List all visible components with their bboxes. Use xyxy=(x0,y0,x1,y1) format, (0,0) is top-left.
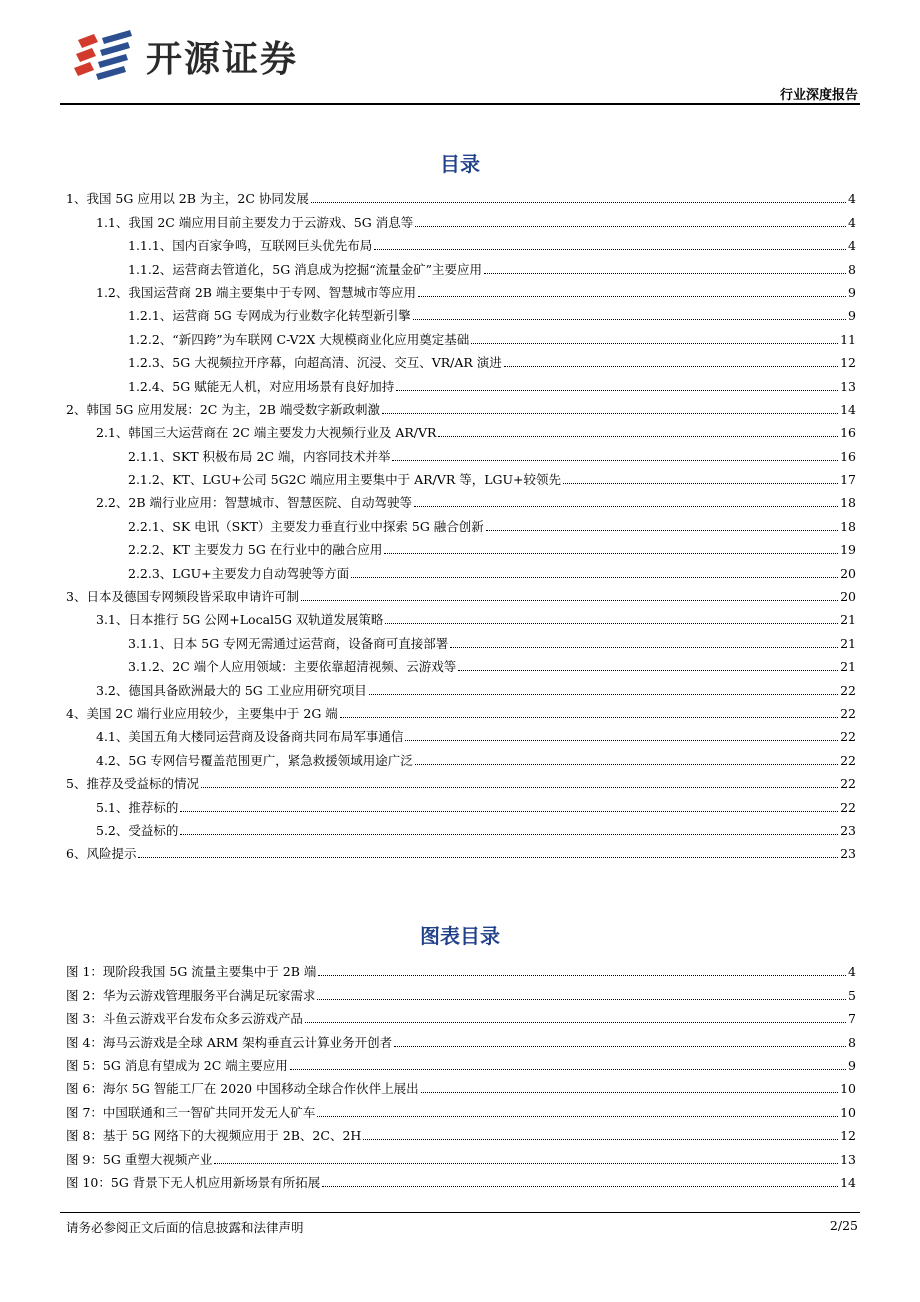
toc-entry-title: 3.2、德国具备欧洲最大的 5G 工业应用研究项目 xyxy=(96,682,367,698)
toc-entry-title: 2.1、韩国三大运营商在 2C 端主要发力大视频行业及 AR/VR xyxy=(96,425,437,441)
dot-leader xyxy=(392,460,838,461)
company-name: 开源证券 xyxy=(146,38,299,80)
toc-entry-title: 5.2、受益标的 xyxy=(96,822,179,838)
figure-entry[interactable] xyxy=(66,979,856,1002)
toc-entry-page: 22 xyxy=(840,682,856,698)
toc-entry-title: 2.2.3、LGU+主要发力自动驾驶等方面 xyxy=(128,565,350,581)
figure-entry[interactable] xyxy=(66,1073,856,1096)
toc-entry-title: 3.1、日本推行 5G 公网+Local5G 双轨道发展策略 xyxy=(96,612,384,628)
dot-leader xyxy=(415,226,846,227)
toc-entry[interactable] xyxy=(66,604,856,627)
toc-entry-page: 22 xyxy=(840,799,856,815)
toc-entry-page: 23 xyxy=(840,846,856,862)
figure-entry-page: 4 xyxy=(848,964,856,980)
toc-entry-page: 4 xyxy=(848,191,856,207)
dot-leader xyxy=(317,999,846,1000)
figure-entry-page: 13 xyxy=(840,1151,856,1167)
toc-entry-title: 2.2、2B 端行业应用：智慧城市、智慧医院、自动驾驶等 xyxy=(96,495,412,511)
figure-entry-title: 图 6：海尔 5G 智能工厂在 2020 中国移动全球合作伙伴上展出 xyxy=(66,1081,419,1097)
toc-entry-title: 4.2、5G 专网信号覆盖范围更广，紧急救援领域用途广泛 xyxy=(96,752,413,768)
dot-leader xyxy=(374,249,846,250)
figure-entry-page: 10 xyxy=(840,1104,856,1120)
toc-entry-page: 22 xyxy=(840,776,856,792)
dot-leader xyxy=(450,647,838,648)
toc-entry-title: 2.1.1、SKT 积极布局 2C 端，内容同技术并举 xyxy=(128,448,391,464)
toc-entry-page: 16 xyxy=(840,448,856,464)
dot-leader xyxy=(384,553,838,554)
toc-entry[interactable] xyxy=(66,464,856,487)
dot-leader xyxy=(351,577,838,578)
toc-entry-page: 22 xyxy=(840,729,856,745)
logo-mark-icon xyxy=(72,30,136,82)
dot-leader xyxy=(486,530,838,531)
toc-entry[interactable] xyxy=(66,744,856,767)
toc-entry-page: 20 xyxy=(840,565,856,581)
dot-leader xyxy=(382,413,838,414)
dot-leader xyxy=(504,366,838,367)
dot-leader xyxy=(458,670,838,671)
dot-leader xyxy=(322,1186,838,1187)
toc-entry-page: 9 xyxy=(848,308,856,324)
toc-entry-page: 21 xyxy=(840,635,856,651)
dot-leader xyxy=(301,600,838,601)
page-number: 2/25 xyxy=(829,1218,858,1233)
toc-entry-title: 3、日本及德国专网频段皆采取申请许可制 xyxy=(66,589,299,605)
toc-entry-page: 16 xyxy=(840,425,856,441)
dot-leader xyxy=(290,1069,846,1070)
toc-entry-title: 3.1.2、2C 端个人应用领域：主要依靠超清视频、云游戏等 xyxy=(128,659,457,675)
toc-entry[interactable] xyxy=(66,698,856,721)
dot-leader xyxy=(201,787,838,788)
dot-leader xyxy=(180,834,838,835)
toc-entry[interactable] xyxy=(66,534,856,557)
figure-entry-page: 7 xyxy=(848,1011,856,1027)
toc-entry-page: 19 xyxy=(840,542,856,558)
dot-leader xyxy=(340,717,838,718)
toc-entry[interactable] xyxy=(66,300,856,323)
toc-entry-page: 13 xyxy=(840,378,856,394)
toc-entry-page: 22 xyxy=(840,752,856,768)
dot-leader xyxy=(394,1046,846,1047)
toc-entry-title: 4、美国 2C 端行业应用较少，主要集中于 2G 端 xyxy=(66,705,338,721)
toc-entry-title: 2.2.1、SK 电讯（SKT）主要发力垂直行业中探索 5G 融合创新 xyxy=(128,518,484,534)
toc-list xyxy=(66,183,856,861)
toc-entry-page: 11 xyxy=(840,331,856,347)
figure-entry-page: 5 xyxy=(848,987,856,1003)
dot-leader xyxy=(563,483,838,484)
dot-leader xyxy=(180,811,838,812)
toc-entry-title: 1.1、我国 2C 端应用目前主要发力于云游戏、5G 消息等 xyxy=(96,214,414,230)
dot-leader xyxy=(317,1116,838,1117)
figure-entry-title: 图 9：5G 重塑大视频产业 xyxy=(66,1151,213,1167)
figure-entry[interactable] xyxy=(66,1096,856,1119)
figure-entry-page: 14 xyxy=(840,1174,856,1190)
toc-entry-title: 4.1、美国五角大楼同运营商及设备商共同布局军事通信 xyxy=(96,729,404,745)
toc-entry[interactable] xyxy=(66,674,856,697)
toc-entry[interactable] xyxy=(66,791,856,814)
dot-leader xyxy=(418,296,846,297)
figure-entry[interactable] xyxy=(66,1167,856,1190)
toc-entry-page: 8 xyxy=(848,261,856,277)
toc-entry-title: 1.2、我国运营商 2B 端主要集中于专网、智慧城市等应用 xyxy=(96,284,416,300)
toc-entry-page: 4 xyxy=(848,238,856,254)
dot-leader xyxy=(405,740,838,741)
toc-entry[interactable] xyxy=(66,768,856,791)
toc-entry[interactable] xyxy=(66,651,856,674)
toc-entry[interactable] xyxy=(66,417,856,440)
toc-entry[interactable] xyxy=(66,510,856,533)
header-divider xyxy=(60,103,860,105)
figure-entry-page: 12 xyxy=(840,1128,856,1144)
toc-entry[interactable] xyxy=(66,838,856,861)
toc-entry[interactable] xyxy=(66,183,856,206)
toc-entry[interactable] xyxy=(66,440,856,463)
toc-entry-title: 2.1.2、KT、LGU+公司 5G2C 端应用主要集中于 AR/VR 等，LGU+较领先 xyxy=(128,472,562,488)
dot-leader xyxy=(413,319,846,320)
dot-leader xyxy=(138,857,838,858)
figure-entry-title: 图 5：5G 消息有望成为 2C 端主要应用 xyxy=(66,1057,288,1073)
dot-leader xyxy=(421,1092,839,1093)
toc-entry[interactable] xyxy=(66,557,856,580)
toc-entry[interactable] xyxy=(66,230,856,253)
figure-entry-title: 图 1：现阶段我国 5G 流量主要集中于 2B 端 xyxy=(66,964,317,980)
toc-entry[interactable] xyxy=(66,721,856,744)
toc-entry-title: 5.1、推荐标的 xyxy=(96,799,179,815)
figure-entry-title: 图 3：斗鱼云游戏平台发布众多云游戏产品 xyxy=(66,1011,303,1027)
dot-leader xyxy=(414,506,838,507)
toc-entry-title: 1、我国 5G 应用以 2B 为主，2C 协同发展 xyxy=(66,191,309,207)
dot-leader xyxy=(311,202,846,203)
figure-entry-page: 10 xyxy=(840,1081,856,1097)
company-logo xyxy=(72,28,372,84)
toc-entry[interactable] xyxy=(66,323,856,346)
toc-entry-page: 18 xyxy=(840,495,856,511)
toc-entry-title: 6、风险提示 xyxy=(66,846,137,862)
figure-entry-title: 图 7：中国联通和三一智矿共同开发无人矿车 xyxy=(66,1104,316,1120)
toc-entry[interactable] xyxy=(66,627,856,650)
figure-entry-title: 图 2：华为云游戏管理服务平台满足玩家需求 xyxy=(66,987,316,1003)
toc-entry-title: 1.2.2、“新四跨”为车联网 C-V2X 大规模商业化应用奠定基础 xyxy=(128,331,470,347)
toc-entry-page: 22 xyxy=(840,705,856,721)
dot-leader xyxy=(438,436,838,437)
toc-entry-title: 5、推荐及受益标的情况 xyxy=(66,776,199,792)
footer-divider xyxy=(60,1212,860,1213)
toc-entry[interactable] xyxy=(66,253,856,276)
toc-title: 目录 xyxy=(440,152,480,176)
figures-title: 图表目录 xyxy=(420,924,500,948)
figure-entry[interactable] xyxy=(66,956,856,979)
toc-entry-page: 20 xyxy=(840,589,856,605)
dot-leader xyxy=(305,1022,846,1023)
dot-leader xyxy=(415,764,838,765)
toc-entry-page: 18 xyxy=(840,518,856,534)
dot-leader xyxy=(484,273,846,274)
toc-entry[interactable] xyxy=(66,206,856,229)
toc-entry-title: 1.1.2、运营商去管道化，5G 消息成为挖掘“流量金矿”主要应用 xyxy=(128,261,482,277)
toc-entry[interactable] xyxy=(66,277,856,300)
toc-entry-page: 14 xyxy=(840,401,856,417)
toc-entry-title: 1.1.1、国内百家争鸣，互联网巨头优先布局 xyxy=(128,238,373,254)
dot-leader xyxy=(214,1163,838,1164)
toc-entry-page: 21 xyxy=(840,612,856,628)
figure-entry[interactable] xyxy=(66,1143,856,1166)
toc-entry[interactable] xyxy=(66,581,856,604)
figure-entry[interactable] xyxy=(66,1120,856,1143)
toc-entry-page: 21 xyxy=(840,659,856,675)
toc-entry[interactable] xyxy=(66,347,856,370)
dot-leader xyxy=(471,343,838,344)
dot-leader xyxy=(396,390,838,391)
dot-leader xyxy=(369,694,838,695)
figure-entry[interactable] xyxy=(66,1003,856,1026)
figure-entry-title: 图 4：海马云游戏是全球 ARM 架构垂直云计算业务开创者 xyxy=(66,1034,393,1050)
footer-disclaimer: 请务必参阅正文后面的信息披露和法律声明 xyxy=(66,1220,304,1235)
figure-entry-title: 图 8：基于 5G 网络下的大视频应用于 2B、2C、2H xyxy=(66,1128,362,1144)
toc-entry-page: 4 xyxy=(848,214,856,230)
toc-entry[interactable] xyxy=(66,394,856,417)
figure-entry-title: 图 10：5G 背景下无人机应用新场景有所拓展 xyxy=(66,1174,321,1190)
toc-entry[interactable] xyxy=(66,370,856,393)
toc-entry-page: 12 xyxy=(840,355,856,371)
figure-entry-page: 8 xyxy=(848,1034,856,1050)
toc-entry-page: 17 xyxy=(840,472,856,488)
dot-leader xyxy=(363,1139,838,1140)
toc-entry[interactable] xyxy=(66,815,856,838)
toc-entry-title: 1.2.1、运营商 5G 专网成为行业数字化转型新引擎 xyxy=(128,308,411,324)
toc-entry-title: 1.2.4、5G 赋能无人机，对应用场景有良好加持 xyxy=(128,378,395,394)
figures-list xyxy=(66,956,856,1190)
toc-entry-title: 2.2.2、KT 主要发力 5G 在行业中的融合应用 xyxy=(128,542,383,558)
toc-entry-title: 3.1.1、日本 5G 专网无需通过运营商，设备商可直接部署 xyxy=(128,635,449,651)
report-type-label: 行业深度报告 xyxy=(779,88,858,103)
dot-leader xyxy=(318,975,846,976)
toc-entry-page: 23 xyxy=(840,822,856,838)
dot-leader xyxy=(385,623,838,624)
figure-entry[interactable] xyxy=(66,1050,856,1073)
toc-entry-title: 1.2.3、5G 大视频拉开序幕，向超高清、沉浸、交互、VR/AR 演进 xyxy=(128,355,502,371)
toc-entry[interactable] xyxy=(66,487,856,510)
figure-entry-page: 9 xyxy=(848,1057,856,1073)
figure-entry[interactable] xyxy=(66,1026,856,1049)
toc-entry-title: 2、韩国 5G 应用发展：2C 为主，2B 端受数字新政刺激 xyxy=(66,401,380,417)
toc-entry-page: 9 xyxy=(848,284,856,300)
